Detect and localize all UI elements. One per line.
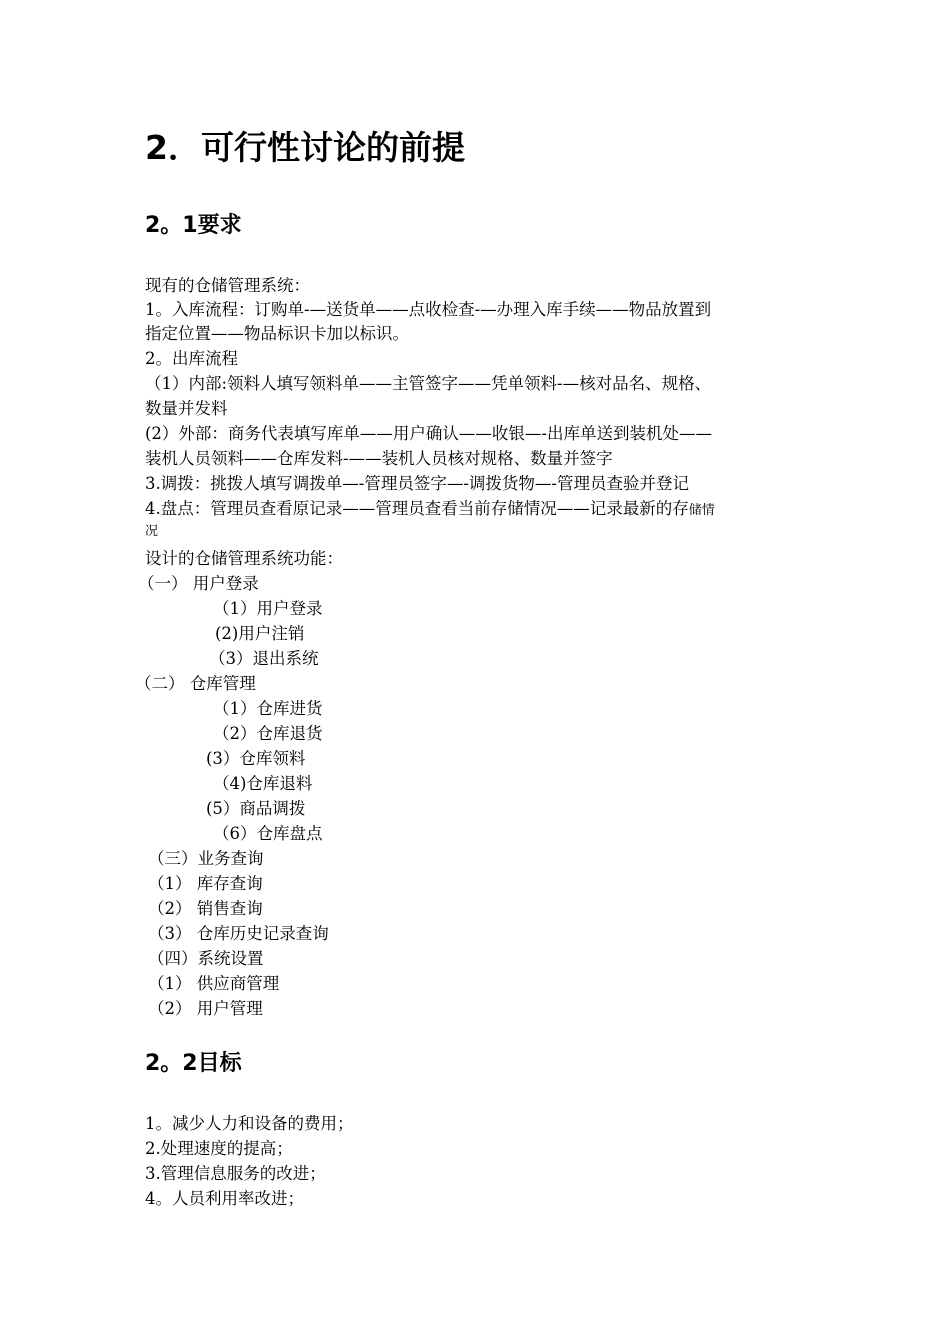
section-heading-requirements: 2。1要求 xyxy=(145,213,242,238)
module-title-warehouse: （二） 仓库管理 xyxy=(135,674,256,693)
body-line: 装机人员领料——仓库发料-——装机人员核对规格、数量并签字 xyxy=(145,449,613,468)
design-intro: 设计的仓储管理系统功能： xyxy=(145,549,343,568)
body-line: (2）外部：商务代表填写库单——用户确认——收银—-出库单送到装机处—— xyxy=(145,424,713,443)
module-item: （1）仓库进货 xyxy=(213,699,323,718)
module-item: （6）仓库盘点 xyxy=(213,824,323,843)
section-heading-goals: 2。2目标 xyxy=(145,1051,242,1076)
body-line-text: 4.盘点：管理员查看原记录——管理员查看当前存储情况——记录最新的存 xyxy=(145,499,689,518)
body-line: 况 xyxy=(145,524,159,539)
body-line: 1。入库流程：订购单-—送货单——点收检查-—办理入库手续——物品放置到 xyxy=(145,300,712,319)
module-item: （1） 库存查询 xyxy=(148,874,263,893)
module-item: （2） 销售查询 xyxy=(148,899,263,918)
goal-item: 1。减少人力和设备的费用； xyxy=(145,1114,354,1133)
module-item: (2)用户注销 xyxy=(215,624,305,643)
module-item: （3）退出系统 xyxy=(209,649,319,668)
module-item: （2）仓库退货 xyxy=(213,724,323,743)
module-title-settings: （四）系统设置 xyxy=(148,949,264,968)
body-line: （1）内部:领料人填写领料单——主管签字——凭单领料-—核对品名、规格、 xyxy=(145,374,712,393)
body-line xyxy=(145,496,715,523)
body-line: 数量并发料 xyxy=(145,399,228,418)
module-item: (3）仓库领料 xyxy=(206,749,306,768)
existing-system-intro: 现有的仓储管理系统： xyxy=(145,276,310,295)
module-item: （2） 用户管理 xyxy=(148,999,263,1018)
body-line: 3.调拨：挑拨人填写调拨单—-管理员签字—-调拨货物—-管理员查验并登记 xyxy=(145,474,689,493)
module-item: (5）商品调拨 xyxy=(206,799,306,818)
module-item: （4)仓库退料 xyxy=(213,774,313,793)
body-line-small-text: 储情 xyxy=(688,503,715,518)
body-line: 指定位置——物品标识卡加以标识。 xyxy=(145,324,409,343)
module-item: （3） 仓库历史记录查询 xyxy=(148,924,329,943)
module-item: （1）用户登录 xyxy=(213,599,323,618)
body-line: 2。出库流程 xyxy=(145,349,238,368)
module-title-login: （一） 用户登录 xyxy=(138,574,259,593)
goal-item: 2.处理速度的提高； xyxy=(145,1139,293,1158)
module-title-query: （三）业务查询 xyxy=(148,849,264,868)
goal-item: 3.管理信息服务的改进； xyxy=(145,1164,326,1183)
page-title: 2．可行性讨论的前提 xyxy=(145,128,465,167)
goal-item: 4。人员利用率改进； xyxy=(145,1189,304,1208)
module-item: （1） 供应商管理 xyxy=(148,974,280,993)
